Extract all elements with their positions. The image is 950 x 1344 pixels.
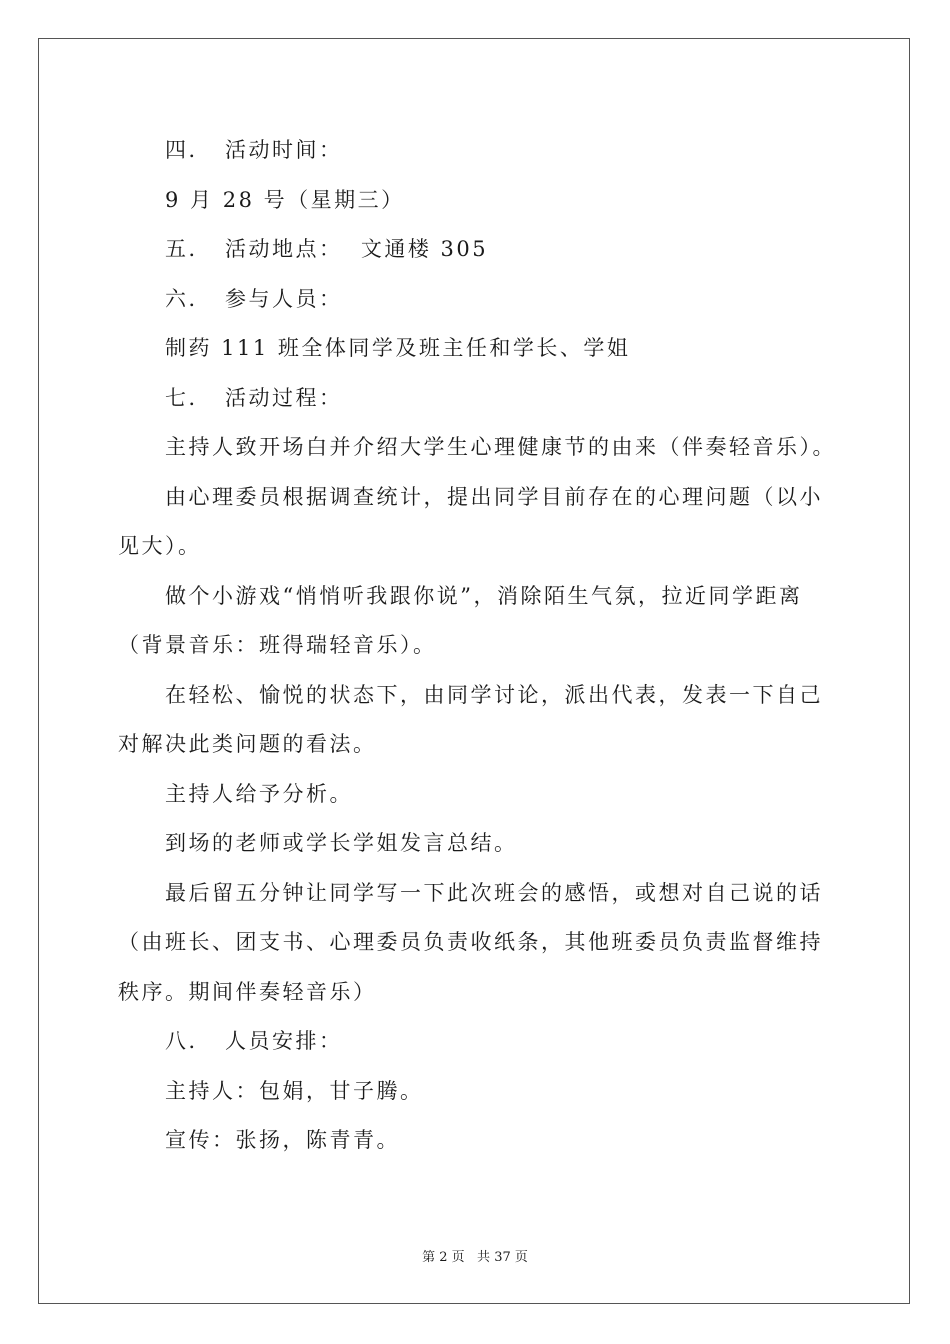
section-title: 活动地点： 文通楼 305 [225, 237, 489, 261]
page-number-footer: 第 2 页 共 37 页 [422, 1250, 528, 1265]
process-step-5: 主持人给予分析。 [165, 781, 353, 806]
process-step-3-line-2: （背景音乐：班得瑞轻音乐）。 [118, 633, 437, 657]
section-title: 活动过程： [225, 385, 343, 410]
process-step-4-line-1: 在轻松、愉悦的状态下，由同学讨论，派出代表，发表一下自己 [165, 682, 823, 707]
activity-time: 9 月 28 号（星期三） [165, 187, 405, 212]
process-step-2-line-1: 由心理委员根据调查统计，提出同学目前存在的心理问题（以小 [165, 484, 823, 509]
section-number: 六． [165, 286, 212, 311]
publicity-assignment: 宣传：张扬，陈青青。 [165, 1128, 400, 1152]
section-heading-7 [118, 374, 848, 424]
process-step-4-line-2: 对解决此类问题的看法。 [118, 732, 377, 756]
process-step-6: 到场的老师或学长学姐发言总结。 [165, 831, 518, 855]
section-heading-5 [118, 225, 848, 275]
section-title: 参与人员： [225, 286, 343, 311]
process-step-7-line-2: （由班长、团支书、心理委员负责收纸条，其他班委员负责监督维持 [118, 930, 823, 954]
section-number: 四． [165, 138, 212, 162]
section-title: 人员安排： [225, 1029, 343, 1053]
document-body [118, 126, 848, 1166]
section-number: 五． [165, 237, 212, 261]
section-title: 活动时间： [225, 138, 343, 162]
section-number: 七． [165, 385, 212, 410]
section-number: 八． [165, 1029, 212, 1053]
section-heading-4 [118, 126, 848, 176]
process-step-1: 主持人致开场白并介绍大学生心理健康节的由来（伴奏轻音乐）。 [165, 435, 836, 459]
process-step-2-line-2: 见大）。 [118, 534, 202, 558]
host-assignment: 主持人：包娟，甘子腾。 [165, 1078, 424, 1103]
process-step-7-line-1: 最后留五分钟让同学写一下此次班会的感悟，或想对自己说的话 [165, 880, 823, 905]
participants-text: 制药 111 班全体同学及班主任和学长、学姐 [165, 336, 631, 360]
section-heading-8 [118, 1017, 848, 1067]
section-heading-6 [118, 275, 848, 325]
process-step-7-line-3: 秩序。期间伴奏轻音乐） [118, 979, 377, 1004]
process-step-3-line-1: 做个小游戏“悄悄听我跟你说”，消除陌生气氛，拉近同学距离 [165, 583, 803, 608]
